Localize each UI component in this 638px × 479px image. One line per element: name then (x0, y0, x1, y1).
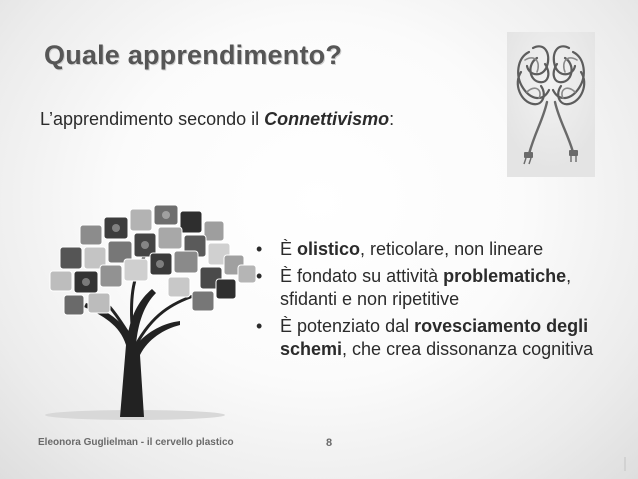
bullet-text: , reticolare, non lineare (360, 239, 544, 259)
bullet-item (256, 238, 616, 261)
intro-prefix: L’apprendimento secondo il (40, 109, 265, 129)
bullet-text: , che crea dissonanza cognitiva (342, 339, 594, 359)
footer-author: Eleonora Guglielman - il cervello plastico (38, 437, 234, 448)
bullet-text: È (280, 239, 298, 259)
bullet-item (256, 315, 616, 361)
puzzle-tree-image (40, 195, 270, 420)
bullet-keyword: problematiche (443, 266, 567, 286)
bullet-item (256, 265, 616, 311)
cable-brain-image (507, 32, 595, 177)
bullet-marker: • (256, 266, 263, 286)
bullet-text: È fondato su attività (280, 266, 444, 286)
bullet-keyword: olistico (297, 239, 361, 259)
bullet-text: , sfidanti e non ripetitive (280, 266, 572, 309)
page-number: 8 (326, 437, 333, 449)
intro-emphasis: Connettivismo (264, 109, 390, 129)
bullet-marker: • (256, 316, 263, 336)
bullet-text: È potenziato dal (280, 316, 415, 336)
bullet-marker: • (256, 239, 263, 259)
corner-mark (624, 457, 626, 471)
bullet-keyword: rovesciamento degli schemi (280, 316, 589, 359)
slide-title: Quale apprendimento? (44, 40, 343, 70)
bullet-list (256, 238, 616, 365)
intro-text (40, 109, 394, 130)
intro-suffix: : (389, 109, 395, 129)
